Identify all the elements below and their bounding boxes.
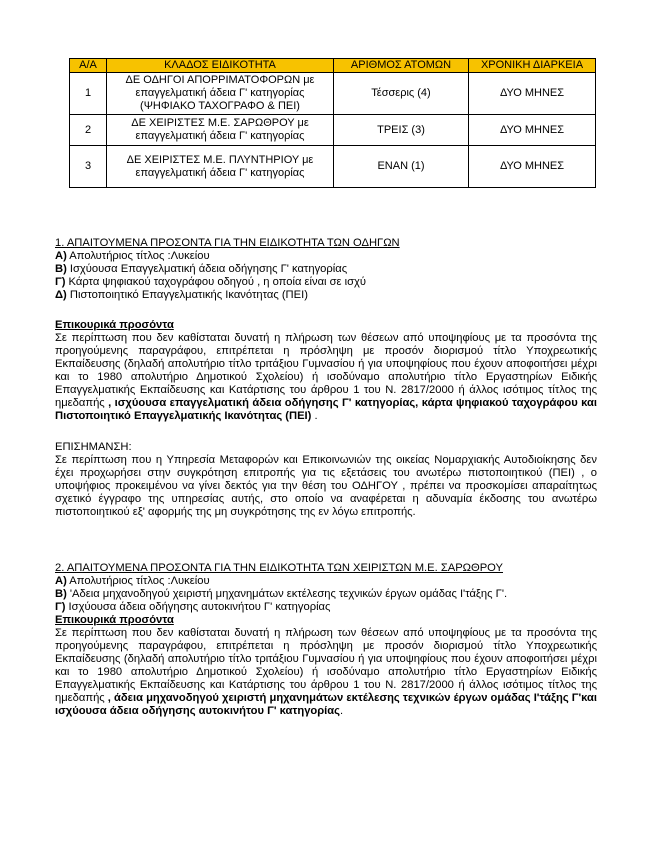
requirement-item bbox=[55, 575, 597, 588]
requirement-text: Απολυτήριος τίτλος :Λυκείου bbox=[66, 575, 210, 587]
specialty-line: επαγγελματική άδεια Γ' κατηγορίας bbox=[135, 166, 305, 179]
requirement-item bbox=[55, 588, 597, 601]
requirement-item bbox=[55, 289, 597, 302]
requirement-item bbox=[55, 276, 597, 289]
col-header-aa: Α/Α bbox=[70, 59, 107, 73]
requirement-item bbox=[55, 601, 597, 614]
specialty-line: ΔΕ ΧΕΙΡΙΣΤΕΣ Μ.Ε. ΠΛΥΝΤΗΡΙΟΥ με bbox=[126, 153, 314, 166]
table-row bbox=[70, 146, 596, 188]
auxiliary-title: Επικουρικά προσόντα bbox=[55, 319, 174, 331]
requirement-item bbox=[55, 263, 597, 276]
requirement-text: Απολυτήριος τίτλος :Λυκείου bbox=[66, 250, 210, 262]
requirement-text: Πιστοποιητικό Επαγγελματικής Ικανότητας (ΠΕΙ) bbox=[66, 289, 308, 301]
requirement-text: Κάρτα ψηφιακού ταχογράφου οδηγού , η οποία είναι σε ισχύ bbox=[65, 276, 367, 288]
requirement-letter: Γ) bbox=[55, 601, 66, 613]
auxiliary-paragraph bbox=[55, 332, 597, 423]
row-count: ΕΝΑΝ (1) bbox=[334, 146, 469, 188]
positions-table bbox=[69, 58, 596, 188]
row-duration: ΔΥΟ ΜΗΝΕΣ bbox=[469, 73, 596, 115]
specialty-line: επαγγελματική άδεια Γ' κατηγορίας bbox=[135, 87, 305, 99]
row-specialty bbox=[107, 146, 334, 188]
section-2 bbox=[55, 562, 597, 718]
col-header-specialty: ΚΛΑΔΟΣ ΕΙΔΙΚΟΤΗΤΑ bbox=[107, 59, 334, 73]
requirement-letter: Α) bbox=[55, 575, 67, 587]
section-1 bbox=[55, 237, 597, 302]
note-title: ΕΠΙΣΗΜΑΝΣΗ: bbox=[55, 441, 132, 453]
row-number: 2 bbox=[70, 115, 107, 146]
requirement-text: 'Αδεια μηχανοδηγού χειριστή μηχανημάτων εκτέλεσης τεχνικών έργων ομάδας Ι'τάξης Γ'. bbox=[66, 588, 508, 600]
col-header-duration: ΧΡΟΝΙΚΗ ΔΙΑΡΚΕΙΑ bbox=[469, 59, 596, 73]
row-count: ΤΡΕΙΣ (3) bbox=[334, 115, 469, 146]
auxiliary-text: Σε περίπτωση που δεν καθίσταται δυνατή η πλήρωση των θέσεων από υποψηφίους με τα προσόντα της προηγούμενης παραγράφου, επιτρέπεται η πρόσληψη με προσόν διορισμού τίτλο Υποχρεωτικής Εκπαίδευσης (δηλαδή απολυτήριο τίτλο τριτάξιου Γυμνασίου ή για υποψηφίους που έχουν αποφοιτήσει μέχρι και το 1980 απολυτήριο Δημοτικού Σχολείου) ή ισοδύναμο απολυτήριο τίτλο Εργαστηρίων Ειδικής Επαγγελματικής Εκπαίδευσης και Κατάρτισης του άρθρου 1 του Ν. 2817/2000 ή άλλος ισότιμος τίτλος της ημεδαπής bbox=[55, 332, 597, 409]
specialty-line: ΔΕ ΧΕΙΡΙΣΤΕΣ Μ.Ε. ΣΑΡΩΘΡΟΥ με bbox=[131, 117, 309, 129]
auxiliary-end: . bbox=[339, 705, 344, 717]
specialty-line: (ΨΗΦΙΑΚΟ ΤΑΧΟΓΡΑΦΟ & ΠΕΙ) bbox=[140, 100, 300, 112]
col-header-count: ΑΡΙΘΜΟΣ ΑΤΟΜΩΝ bbox=[334, 59, 469, 73]
section-1-note bbox=[55, 441, 597, 519]
requirement-letter: Δ) bbox=[55, 289, 67, 301]
table-header-row bbox=[70, 59, 596, 73]
auxiliary-bold-text: , ισχύουσα επαγγελματική άδεια οδήγησης Γ' κατηγορίας, κάρτα ψηφιακού ταχογράφου και Πιστοποιητικό Επαγγελματικής Ικανότητας (ΠΕΙ) bbox=[55, 397, 597, 422]
table-row bbox=[70, 73, 596, 115]
specialty-line: επαγγελματική άδεια Γ' κατηγορίας bbox=[135, 130, 305, 142]
row-specialty bbox=[107, 115, 334, 146]
auxiliary-bold-text: , άδεια μηχανοδηγού χειριστή μηχανημάτων εκτέλεσης τεχνικών έργων ομάδας Ι'τάξης Γ'και ισχύουσα άδεια οδήγησης αυτοκινήτου Γ' κατηγορίας bbox=[55, 692, 598, 717]
requirement-letter: Γ) bbox=[55, 276, 66, 288]
auxiliary-title: Επικουρικά προσόντα bbox=[55, 614, 174, 626]
note-paragraph: Σε περίπτωση που η Υπηρεσία Μεταφορών και Επικοινωνιών της οικείας Νομαρχιακής Αυτοδιοίκησης δεν έχει προχωρήσει στην συγκρότηση επιτροπής για τις εξετάσεις του ανωτέρω πιστοποιητικού (ΠΕΙ) , ο υποψήφιος προκειμένου να γίνει δεκτός για την θέση του ΟΔΗΓΟΥ , πρέπει να προσκομίσει απαραίτητως σχετικό έγγραφο της υπηρεσίας αυτής, στο οποίο να αναφέρεται η αδυναμία έκδοσης του ανωτέρω πιστοποιητικού εξ' αφορμής της μη συγκρότησης της εν λόγω επιτροπής. bbox=[55, 454, 597, 518]
auxiliary-paragraph bbox=[55, 627, 597, 718]
requirement-letter: Α) bbox=[55, 250, 67, 262]
auxiliary-end: . bbox=[311, 410, 318, 422]
requirement-text: Ισχύουσα άδεια οδήγησης αυτοκινήτου Γ' κατηγορίας bbox=[65, 601, 331, 613]
row-specialty bbox=[107, 73, 334, 115]
row-count: Τέσσερις (4) bbox=[334, 73, 469, 115]
section-1-auxiliary bbox=[55, 319, 597, 423]
requirement-text: Ισχύουσα Επαγγελματική άδεια οδήγησης Γ' κατηγορίας bbox=[66, 263, 348, 275]
specialty-line: ΔΕ ΟΔΗΓΟΙ ΑΠΟΡΡΙΜΑΤΟΦΟΡΩΝ με bbox=[125, 74, 315, 86]
section-1-heading: 1. ΑΠΑΙΤΟΥΜΕΝΑ ΠΡΟΣΟΝΤΑ ΓΙΑ ΤΗΝ ΕΙΔΙΚΟΤΗΤΑ ΤΩΝ ΟΔΗΓΩΝ bbox=[55, 237, 400, 249]
requirement-item bbox=[55, 250, 597, 263]
requirement-letter: Β) bbox=[55, 588, 67, 600]
row-number: 3 bbox=[70, 146, 107, 188]
section-2-heading: 2. ΑΠΑΙΤΟΥΜΕΝΑ ΠΡΟΣΟΝΤΑ ΓΙΑ ΤΗΝ ΕΙΔΙΚΟΤΗΤΑ ΤΩΝ ΧΕΙΡΙΣΤΩΝ Μ.Ε. ΣΑΡΩΘΡΟΥ bbox=[55, 562, 503, 574]
auxiliary-text: Σε περίπτωση που δεν καθίσταται δυνατή η πλήρωση των θέσεων από υποψηφίους με τα προσόντα της προηγούμενης παραγράφου, επιτρέπεται η πρόσληψη με προσόν διορισμού τίτλο Υποχρεωτικής Εκπαίδευσης (δηλαδή απολυτήριο τίτλο τριτάξιου Γυμνασίου ή για υποψηφίους που έχουν αποφοιτήσει μέχρι και το 1980 απολυτήριο Δημοτικού Σχολείου) ή ισοδύναμο απολυτήριο τίτλο Εργαστηρίων Ειδικής Επαγγελματικής Εκπαίδευσης και Κατάρτισης του άρθρου 1 του Ν. 2817/2000 ή άλλος ισότιμος τίτλος της ημεδαπής bbox=[55, 627, 597, 704]
requirement-letter: Β) bbox=[55, 263, 67, 275]
table-row bbox=[70, 115, 596, 146]
row-duration: ΔΥΟ ΜΗΝΕΣ bbox=[469, 146, 596, 188]
row-duration: ΔΥΟ ΜΗΝΕΣ bbox=[469, 115, 596, 146]
row-number: 1 bbox=[70, 73, 107, 115]
